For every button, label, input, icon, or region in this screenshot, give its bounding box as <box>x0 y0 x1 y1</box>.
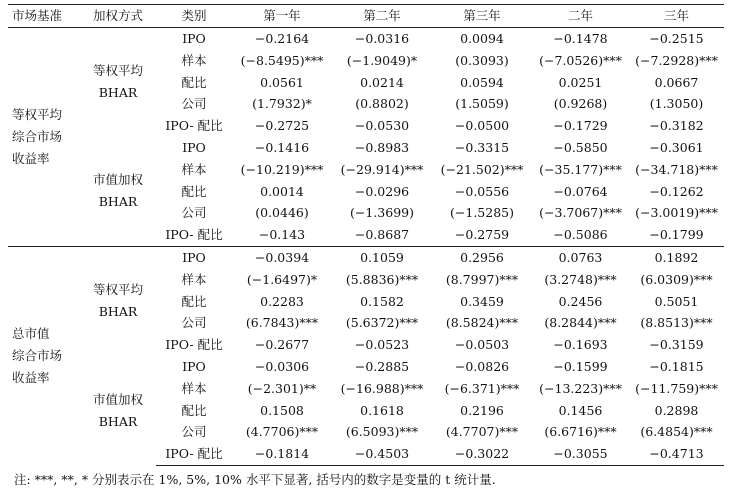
value-cell: 0.0014 <box>260 183 304 199</box>
header-weighting-method: 加权方式 <box>80 5 156 28</box>
value-cell: −0.1799 <box>649 227 704 243</box>
value-cell: 0.0251 <box>558 74 603 90</box>
value-cell: (−16.988)*** <box>340 380 424 396</box>
value-cell: −0.1416 <box>254 139 310 155</box>
value-cell: −0.2515 <box>629 28 724 50</box>
value-cell: −0.2677 <box>254 337 310 353</box>
category-cell: 配比 <box>181 293 207 309</box>
header-year-3: 第三年 <box>432 5 532 28</box>
header-year-1: 第一年 <box>232 5 332 28</box>
category-cell: IPO- 配比 <box>165 337 223 353</box>
value-cell: −0.143 <box>258 227 306 243</box>
value-cell: −0.2164 <box>232 28 332 50</box>
value-cell: −0.1599 <box>553 358 608 374</box>
value-cell: (6.7843)*** <box>245 315 319 331</box>
value-cell: −0.3315 <box>454 139 510 155</box>
weighting-method-label-line: 等权平均 <box>92 63 143 79</box>
value-cell: (1.7932)* <box>252 96 312 112</box>
value-cell: −0.8983 <box>354 139 410 155</box>
value-cell: (5.8836)*** <box>345 271 419 287</box>
value-cell: −0.1815 <box>649 358 704 374</box>
table-row <box>8 28 724 50</box>
value-cell: (−11.759)*** <box>635 380 718 396</box>
value-cell: 0.1456 <box>558 402 603 418</box>
bhar-results-table <box>8 4 724 466</box>
weighting-method-cell <box>80 356 156 465</box>
value-cell: (3.2748)*** <box>544 271 617 287</box>
category-cell: 公司 <box>181 315 207 331</box>
value-cell: −0.3022 <box>432 443 532 465</box>
value-cell: 0.2283 <box>260 293 304 309</box>
value-cell: −0.4713 <box>629 443 724 465</box>
header-category: 类别 <box>156 5 232 28</box>
weighting-method-label-line: 市值加权 <box>92 172 143 188</box>
category-cell: 样本 <box>181 161 207 177</box>
value-cell: −0.1814 <box>232 443 332 465</box>
value-cell: (8.8513)*** <box>640 315 713 331</box>
header-three-year: 三年 <box>629 5 724 28</box>
value-cell: (0.0446) <box>255 205 309 221</box>
weighting-method-label-line: BHAR <box>98 304 138 320</box>
value-cell: (1.5059) <box>455 96 509 112</box>
value-cell: (0.9268) <box>553 96 608 112</box>
value-cell: −0.2885 <box>354 358 410 374</box>
value-cell: (5.6372)*** <box>345 315 419 331</box>
category-cell: 配比 <box>181 402 207 418</box>
value-cell: (−6.371)*** <box>444 380 520 396</box>
category-cell: 样本 <box>181 52 207 68</box>
market-benchmark-label-line: 收益率 <box>12 150 50 166</box>
value-cell: 0.5051 <box>654 293 699 309</box>
value-cell: (−3.7067)*** <box>539 205 622 221</box>
value-cell: 0.0594 <box>460 74 504 90</box>
value-cell: −0.3159 <box>649 337 704 353</box>
market-benchmark-label-line: 总市值 <box>12 326 50 342</box>
value-cell: (−2.301)** <box>247 380 317 396</box>
value-cell: 0.0667 <box>654 74 699 90</box>
weighting-method-cell <box>80 137 156 246</box>
value-cell: (8.7997)*** <box>445 271 519 287</box>
value-cell: (6.0309)*** <box>640 271 713 287</box>
header-market-benchmark: 市场基准 <box>8 5 80 28</box>
value-cell: −0.0306 <box>254 358 310 374</box>
value-cell: (−1.6497)* <box>246 271 318 287</box>
value-cell: (4.7707)*** <box>445 424 519 440</box>
value-cell: (−29.914)*** <box>340 161 424 177</box>
value-cell: (6.6716)*** <box>544 424 617 440</box>
value-cell: −0.0316 <box>332 28 432 50</box>
value-cell: 0.2956 <box>432 246 532 268</box>
market-benchmark-label-line: 综合市场 <box>12 128 63 144</box>
table-row <box>8 137 724 159</box>
value-cell: −0.3061 <box>649 139 704 155</box>
value-cell: −0.1693 <box>553 337 608 353</box>
category-cell: IPO <box>156 246 232 268</box>
value-cell: 0.1618 <box>360 402 404 418</box>
value-cell: (4.7706)*** <box>245 424 319 440</box>
value-cell: 0.3459 <box>460 293 504 309</box>
value-cell: (−13.223)*** <box>539 380 622 396</box>
weighting-method-label-line: 等权平均 <box>92 282 143 298</box>
value-cell: (0.8802) <box>355 96 409 112</box>
value-cell: 0.0561 <box>260 74 304 90</box>
value-cell: −0.0523 <box>354 337 410 353</box>
value-cell: (−7.0526)*** <box>539 52 622 68</box>
category-cell: 样本 <box>181 380 207 396</box>
value-cell: (−8.5495)*** <box>240 52 324 68</box>
value-cell: (8.5824)*** <box>445 315 519 331</box>
results-table-container <box>8 4 724 487</box>
value-cell: 0.2196 <box>460 402 504 418</box>
category-cell: 样本 <box>181 271 207 287</box>
value-cell: −0.0530 <box>354 118 410 134</box>
value-cell: (−35.177)*** <box>539 161 622 177</box>
value-cell: (−1.5285) <box>450 205 514 221</box>
header-year-2: 第二年 <box>332 5 432 28</box>
value-cell: −0.0764 <box>553 183 608 199</box>
weighting-method-label-line: 市值加权 <box>92 391 143 407</box>
table-row <box>8 356 724 378</box>
value-cell: −0.4503 <box>332 443 432 465</box>
category-cell: IPO- 配比 <box>156 443 232 465</box>
header-row <box>8 5 724 28</box>
value-cell: (8.2844)*** <box>544 315 617 331</box>
category-cell: IPO- 配比 <box>165 118 223 134</box>
value-cell: (−3.0019)*** <box>635 205 718 221</box>
market-benchmark-label-line: 收益率 <box>12 370 50 386</box>
value-cell: −0.3055 <box>532 443 629 465</box>
value-cell: (6.4854)*** <box>640 424 713 440</box>
value-cell: −0.3182 <box>649 118 704 134</box>
market-benchmark-cell <box>8 246 80 465</box>
weighting-method-cell <box>80 246 156 355</box>
table-body <box>8 28 724 466</box>
value-cell: 0.0094 <box>432 28 532 50</box>
value-cell: (0.3093) <box>455 52 509 68</box>
value-cell: (−1.3699) <box>350 205 414 221</box>
value-cell: 0.2456 <box>558 293 603 309</box>
value-cell: (−10.219)*** <box>240 161 324 177</box>
category-cell: IPO <box>182 358 206 374</box>
value-cell: −0.1729 <box>553 118 608 134</box>
value-cell: −0.0556 <box>454 183 510 199</box>
value-cell: −0.0500 <box>454 118 510 134</box>
market-benchmark-cell <box>8 28 80 247</box>
value-cell: −0.2759 <box>454 227 510 243</box>
value-cell: −0.5086 <box>553 227 608 243</box>
value-cell: −0.0826 <box>454 358 510 374</box>
header-two-year: 二年 <box>532 5 629 28</box>
weighting-method-label-line: BHAR <box>98 85 138 101</box>
value-cell: (−7.2928)*** <box>635 52 718 68</box>
value-cell: −0.0503 <box>454 337 510 353</box>
value-cell: −0.8687 <box>354 227 410 243</box>
weighting-method-label-line: BHAR <box>98 194 138 210</box>
value-cell: (1.3050) <box>649 96 704 112</box>
value-cell: 0.0214 <box>360 74 404 90</box>
value-cell: 0.1508 <box>260 402 304 418</box>
value-cell: 0.2898 <box>654 402 699 418</box>
value-cell: −0.1478 <box>532 28 629 50</box>
weighting-method-cell <box>80 28 156 137</box>
market-benchmark-label-line: 等权平均 <box>12 106 63 122</box>
table-row <box>8 246 724 268</box>
value-cell: −0.1262 <box>649 183 704 199</box>
category-cell: IPO <box>156 28 232 50</box>
value-cell: −0.2725 <box>254 118 310 134</box>
weighting-method-label-line: BHAR <box>98 413 138 429</box>
value-cell: −0.5850 <box>553 139 608 155</box>
value-cell: −0.0296 <box>354 183 410 199</box>
category-cell: 配比 <box>181 74 207 90</box>
category-cell: 公司 <box>181 205 207 221</box>
category-cell: IPO- 配比 <box>165 227 223 243</box>
value-cell: 0.0763 <box>532 246 629 268</box>
value-cell: (6.5093)*** <box>345 424 419 440</box>
category-cell: 公司 <box>181 424 207 440</box>
value-cell: (−1.9049)* <box>346 52 418 68</box>
value-cell: (−34.718)*** <box>635 161 718 177</box>
value-cell: (−21.502)*** <box>440 161 524 177</box>
category-cell: 配比 <box>181 183 207 199</box>
value-cell: 0.1892 <box>629 246 724 268</box>
table-footnote: 注: ***, **, * 分别表示在 1%, 5%, 10% 水平下显著, 括号内的数字是变量的 t 统计量. <box>14 472 496 487</box>
value-cell: 0.1059 <box>332 246 432 268</box>
category-cell: IPO <box>182 139 206 155</box>
value-cell: 0.1582 <box>360 293 404 309</box>
value-cell: −0.0394 <box>232 246 332 268</box>
category-cell: 公司 <box>181 96 207 112</box>
market-benchmark-label-line: 综合市场 <box>12 348 63 364</box>
